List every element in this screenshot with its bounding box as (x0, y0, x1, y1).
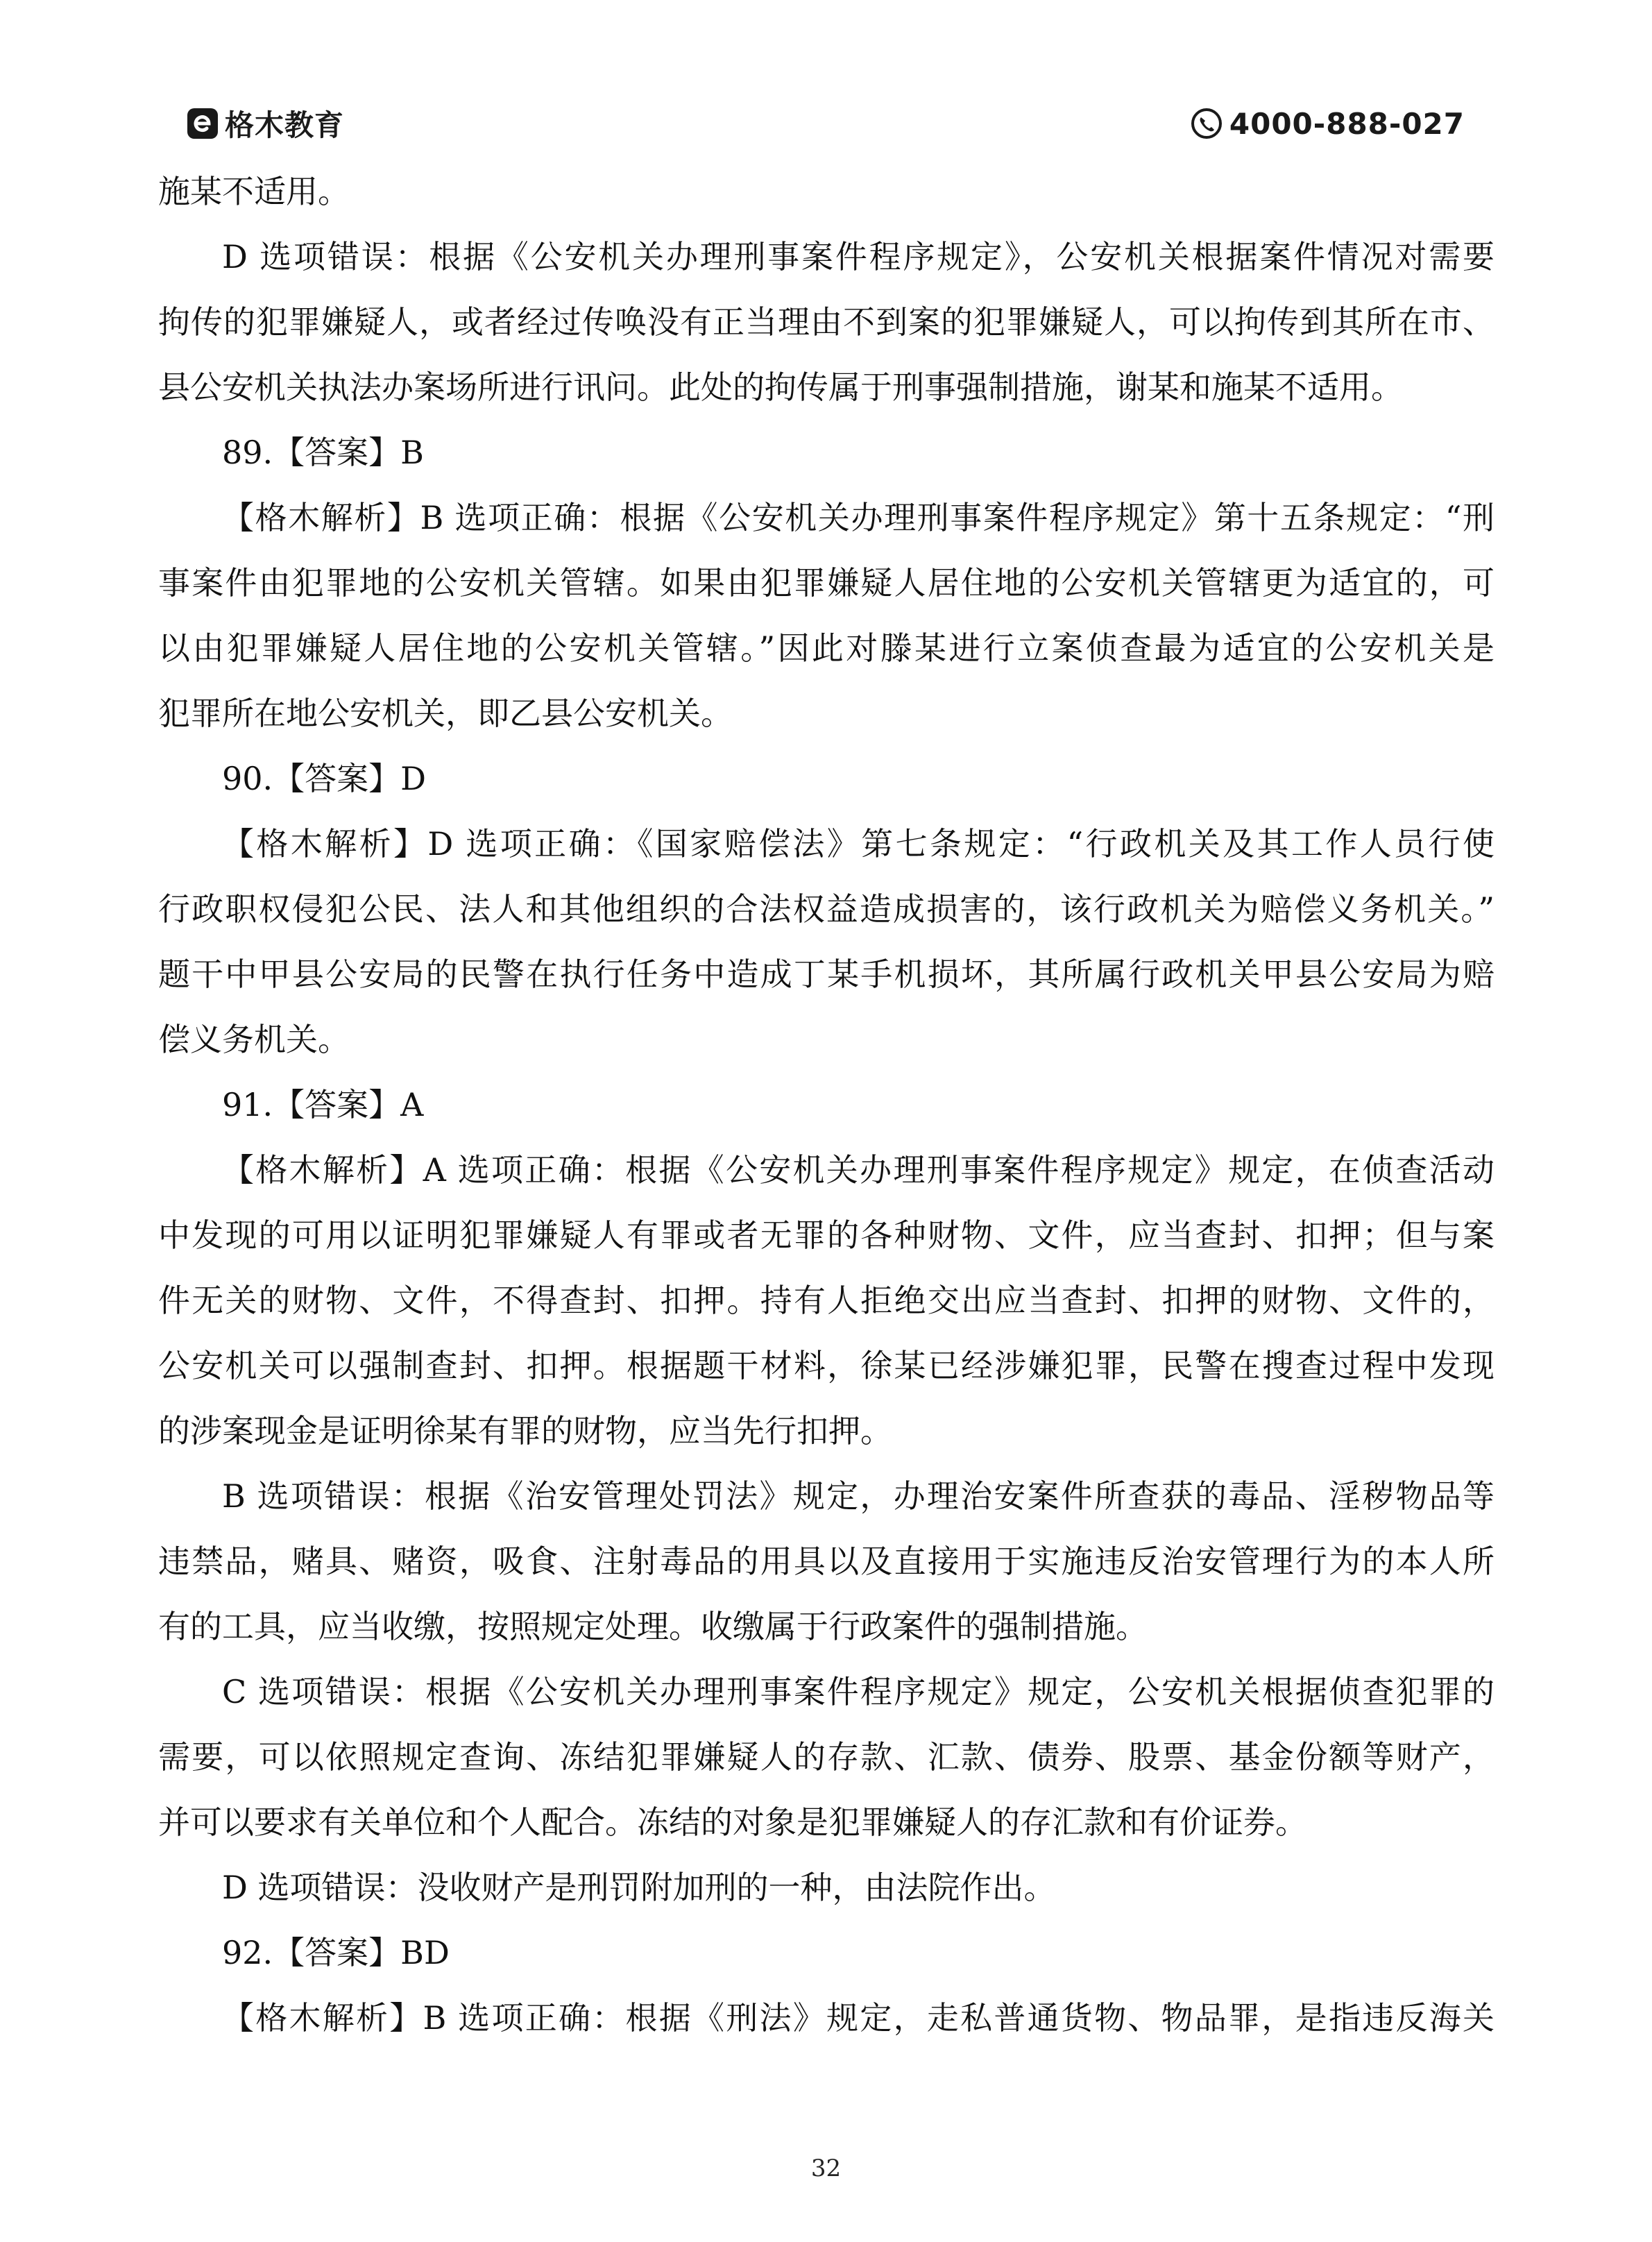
text-line: 【格木解析】A 选项正确：根据《公安机关办理刑事案件程序规定》规定，在侦查活动 (222, 1151, 1495, 1189)
answer-heading-92: 92.【答案】BD (222, 1934, 450, 1971)
text-line: D 选项错误：没收财产是刑罚附加刑的一种，由法院作出。 (222, 1869, 1056, 1906)
text-line: 县公安机关执法办案场所进行讯问。此处的拘传属于刑事强制措施，谢某和施某不适用。 (158, 368, 1403, 406)
text-line: 题干中甲县公安局的民警在执行任务中造成丁某手机损坏，其所属行政机关甲县公安局为赔 (158, 956, 1495, 993)
text-line: 拘传的犯罪嫌疑人，或者经过传唤没有正当理由不到案的犯罪嫌疑人，可以拘传到其所在市、 (158, 303, 1495, 341)
text-line: 有的工具，应当收缴，按照规定处理。收缴属于行政案件的强制措施。 (158, 1608, 1148, 1645)
brand-name: 格木教育 (225, 108, 345, 142)
text-line: 需要，可以依照规定查询、冻结犯罪嫌疑人的存款、汇款、债券、股票、基金份额等财产， (158, 1738, 1495, 1776)
text-line: 行政职权侵犯公民、法人和其他组织的合法权益造成损害的，该行政机关为赔偿义务机关。” (158, 890, 1495, 928)
page-header (187, 103, 1465, 144)
page-number: 32 (810, 2155, 842, 2182)
text-line: 并可以要求有关单位和个人配合。冻结的对象是犯罪嫌疑人的存汇款和有价证券。 (158, 1803, 1307, 1841)
answer-heading-91: 91.【答案】A (222, 1086, 424, 1123)
text-line: 【格木解析】B 选项正确：根据《公安机关办理刑事案件程序规定》第十五条规定：“刑 (222, 499, 1495, 536)
answer-heading-89: 89.【答案】B (222, 434, 424, 471)
text-line: 违禁品，赌具、赌资，吸食、注射毒品的用具以及直接用于实施违反治安管理行为的本人所 (158, 1543, 1495, 1580)
text-line: 施某不适用。 (158, 173, 350, 210)
text-line: 【格木解析】B 选项正确：根据《刑法》规定，走私普通货物、物品罪，是指违反海关 (222, 1999, 1495, 2037)
text-line: 事案件由犯罪地的公安机关管辖。如果由犯罪嫌疑人居住地的公安机关管辖更为适宜的，可 (158, 564, 1495, 602)
phone-number: 4000-888-027 (1229, 106, 1465, 141)
text-line: B 选项错误：根据《治安管理处罚法》规定，办理治安案件所查获的毒品、淫秽物品等 (222, 1477, 1495, 1515)
text-line: 中发现的可用以证明犯罪嫌疑人有罪或者无罪的各种财物、文件，应当查封、扣押；但与案 (158, 1216, 1495, 1254)
text-line: D 选项错误：根据《公安机关办理刑事案件程序规定》，公安机关根据案件情况对需要 (222, 238, 1495, 275)
text-line: 件无关的财物、文件，不得查封、扣押。持有人拒绝交出应当查封、扣押的财物、文件的， (158, 1282, 1495, 1319)
text-line: 偿义务机关。 (158, 1021, 350, 1058)
text-line: 犯罪所在地公安机关，即乙县公安机关。 (158, 695, 733, 732)
text-line: 公安机关可以强制查封、扣押。根据题干材料，徐某已经涉嫌犯罪，民警在搜查过程中发现 (158, 1347, 1495, 1384)
text-line: 以由犯罪嫌疑人居住地的公安机关管辖。”因此对滕某进行立案侦查最为适宜的公安机关是 (158, 629, 1495, 667)
text-line: C 选项错误：根据《公安机关办理刑事案件程序规定》规定，公安机关根据侦查犯罪的 (222, 1673, 1495, 1710)
answer-heading-90: 90.【答案】D (222, 760, 427, 797)
phone-contact (1191, 103, 1465, 144)
brand (187, 103, 344, 144)
e-logo-icon (187, 108, 218, 139)
text-line: 的涉案现金是证明徐某有罪的财物，应当先行扣押。 (158, 1412, 892, 1450)
phone-icon (1191, 108, 1223, 139)
text-line: 【格木解析】D 选项正确：《国家赔偿法》第七条规定：“行政机关及其工作人员行使 (222, 825, 1495, 863)
